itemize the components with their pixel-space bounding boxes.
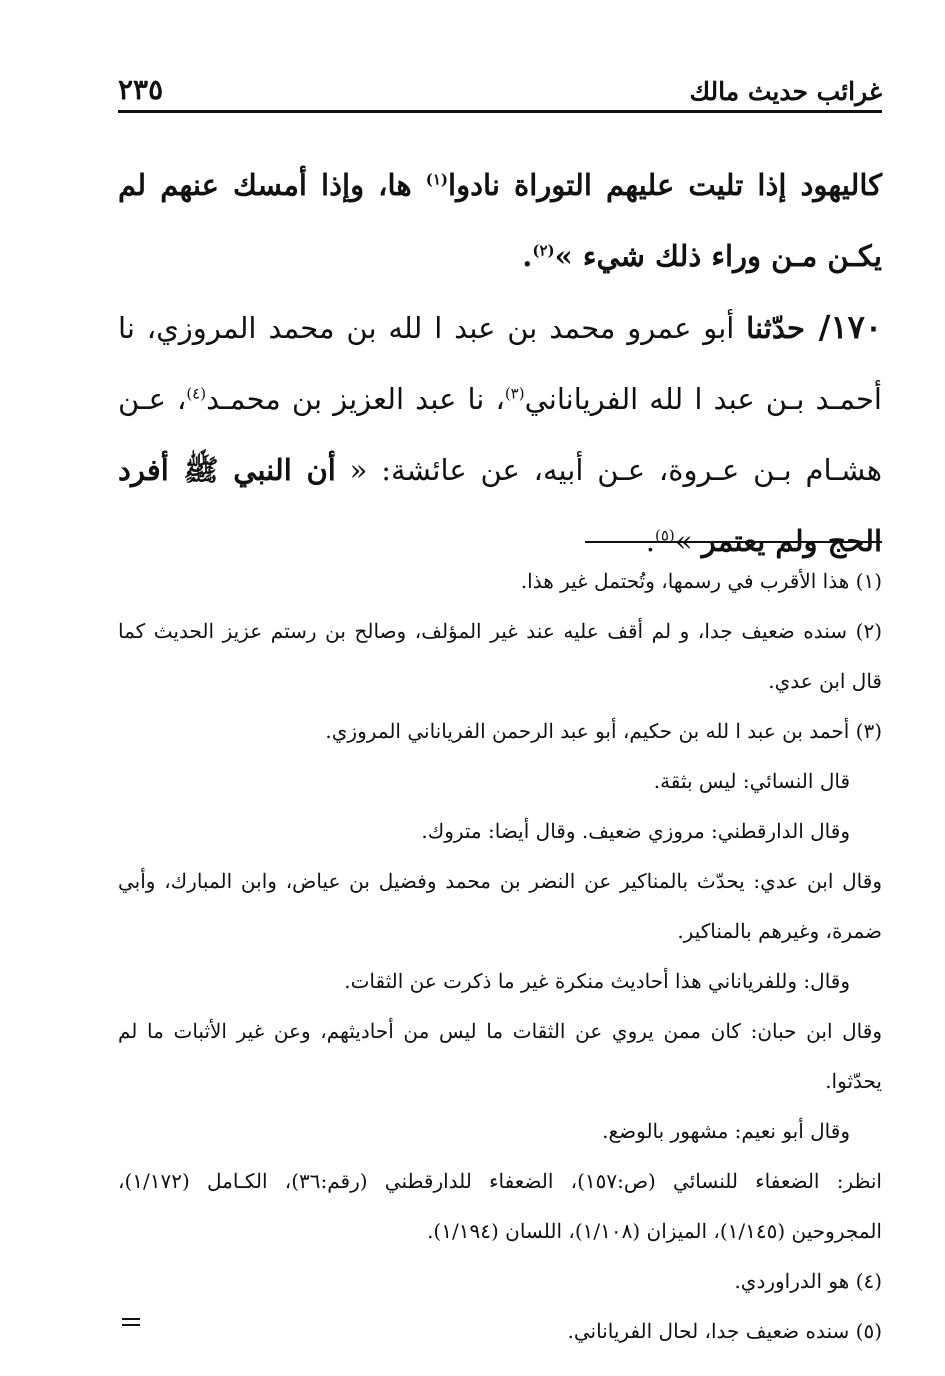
footnote-1: (١) هذا الأقرب في رسمها، وتُحتمل غير هذا.: [520, 569, 882, 593]
hadith-matn: أن النبي ﷺ أفرد الحج ولم يعتمر: [118, 453, 882, 558]
footnote-2: (٢) سنده ضعيف جدا، و لم أقف عليه عند غير المؤلف، وصالح بن رستم عزيز الحديث كما قال ابن عدي.: [118, 619, 882, 693]
paragraph-hadith-end: كاليهود إذا تليت عليهم التوراة نادوا$^{(١)}$ ها، وإذا أمسك عنهم لم يكـن مـن وراء ذلك شيء »$^{(٢)}$.: [118, 168, 882, 273]
footnote-3: (٣) أحمد بن عبد ا لله بن حكيم، أبو عبد الرحمن الفرياناني المروزي.: [325, 719, 882, 743]
footnote-ref-2: (٢): [532, 241, 555, 260]
footnote-3-ibn-adi-2: وقال: وللفرياناني هذا أحاديث منكرة غير ما ذكرت عن الثقات.: [344, 969, 850, 993]
footnote-3-references: انظر: الضعفاء للنسائي (ص:١٥٧)، الضعفاء للدارقطني (رقم:٣٦)، الكـامل (١/١٧٢)، المجروحين (١/١٤٥)، الميزان (١/١٠٨)، اللسان (١/١٩٤).: [118, 1169, 882, 1243]
running-title: غرائب حديث مالك: [689, 77, 882, 106]
page-end-mark: [122, 1318, 140, 1326]
footnote-3-nasai: قال النسائي: ليس بثقة.: [653, 769, 850, 793]
footnote-3-ibn-hibban: وقال ابن حبان: كان ممن يروي عن الثقات ما ليس من أحاديثهم، وعن غير الأثبات ما لم يحدّثوا.: [118, 1019, 882, 1093]
footnotes: [118, 556, 882, 1356]
hadith-number: ١٧٠/: [804, 308, 882, 346]
footnote-3-daraqutni: وقال الدارقطني: مروزي ضعيف. وقال أيضا: متروك.: [421, 819, 850, 843]
footnote-ref-5: (٥): [655, 526, 675, 545]
footnote-4: (٤) هو الدراوردي.: [734, 1269, 882, 1293]
main-text: [118, 150, 882, 577]
footnote-ref-4: (٤): [186, 384, 207, 403]
haddathana-word: حدّثنا: [746, 311, 805, 345]
footnote-3-abu-nuaym: وقال أبو نعيم: مشهور بالوضع.: [602, 1119, 850, 1143]
footnote-3-ibn-adi: وقال ابن عدي: يحدّث بالمناكير عن النضر بن محمد وفضيل بن عياض، وابن المبارك، وأبي ضمرة، وغيرهم بالمناكير.: [118, 869, 882, 943]
footnote-ref-1: (١): [425, 170, 449, 189]
footnote-separator: [585, 541, 882, 543]
footnote-5: (٥) سنده ضعيف جدا، لحال الفرياناني.: [567, 1319, 882, 1343]
page-header: [118, 62, 882, 113]
paragraph-hadith-170: ١٧٠/ حدّثنا أبو عمرو محمد بن عبد ا لله بن محمد المروزي، نا أحمـد بـن عبد ا لله الفرياناني$^{(٣)}$، نا عبد العزيز بن محمـد$^{(٤)}$، عـن هشـام بـن عـروة، عـن أبيه، عن عائشة: « أن النبي ﷺ أفرد الحج ولم يعتمر »$^{(٥)}$.: [118, 308, 882, 558]
page-number: ٢٣٥: [118, 73, 164, 106]
footnote-ref-3: (٣): [504, 384, 525, 403]
